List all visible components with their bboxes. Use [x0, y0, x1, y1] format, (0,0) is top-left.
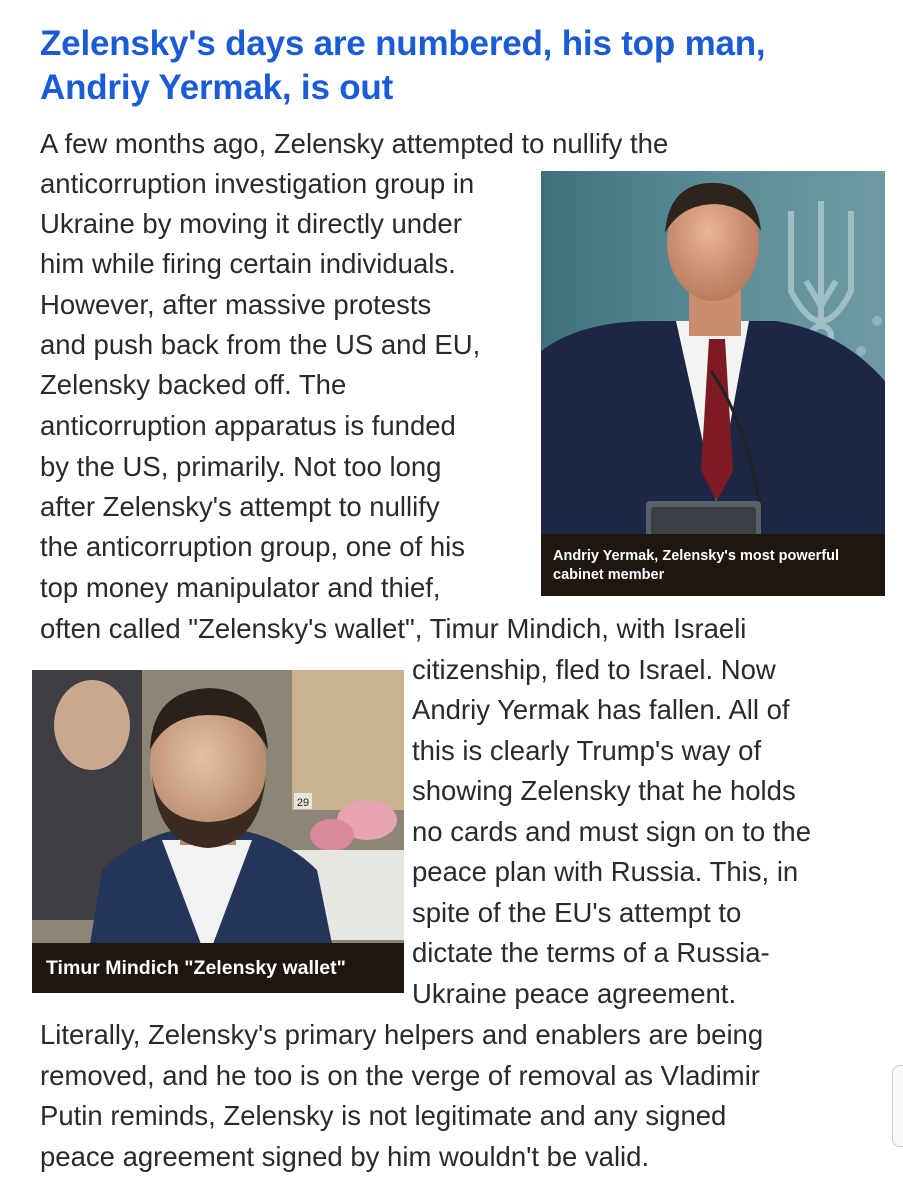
body-line: Putin reminds, Zelensky is not legitimate and any signed [40, 1100, 727, 1131]
body-line: after Zelensky's attempt to nullify [40, 491, 440, 522]
body-line: him while firing certain individuals. [40, 248, 456, 279]
body-line: removed, and he too is on the verge of removal as Vladimir [40, 1060, 760, 1091]
body-line: Zelensky backed off. The [40, 369, 347, 400]
mindich-photo [32, 670, 404, 993]
body-line: top money manipulator and thief, [40, 572, 441, 603]
yermak-portrait-image [541, 171, 885, 596]
scrollbar-thumb[interactable] [892, 1065, 903, 1147]
body-line: Andriy Yermak has fallen. All of [412, 694, 790, 725]
yermak-photo [541, 171, 885, 596]
body-line: by the US, primarily. Not too long [40, 451, 442, 482]
mindich-caption: Timur Mindich "Zelensky wallet" [32, 943, 404, 993]
body-line: anticorruption apparatus is funded [40, 410, 456, 441]
body-line: A few months ago, Zelensky attempted to nullify the [40, 128, 669, 159]
body-line: showing Zelensky that he holds [412, 775, 796, 806]
body-line: dictate the terms of a Russia- [412, 937, 770, 968]
body-line: the anticorruption group, one of his [40, 531, 466, 562]
body-line: However, after massive protests [40, 289, 432, 320]
body-line: Ukraine peace agreement. [412, 978, 737, 1009]
article-title: Zelensky's days are numbered, his top man, Andriy Yermak, is out [40, 24, 766, 107]
body-line: Literally, Zelensky's primary helpers and enablers are being [40, 1019, 764, 1050]
table-number: 29 [296, 797, 310, 809]
body-line: spite of the EU's attempt to [412, 897, 742, 928]
body-line: and push back from the US and EU, [40, 329, 481, 360]
body-line: Ukraine by moving it directly under [40, 208, 462, 239]
body-line: anticorruption investigation group in [40, 168, 475, 199]
body-line: no cards and must sign on to the [412, 816, 811, 847]
yermak-caption: Andriy Yermak, Zelensky's most powerful cabinet member [541, 534, 885, 596]
body-line: peace plan with Russia. This, in [412, 856, 799, 887]
body-line: citizenship, fled to Israel. Now [412, 654, 776, 685]
body-line: this is clearly Trump's way of [412, 735, 762, 766]
body-line: peace agreement signed by him wouldn't be valid. [40, 1141, 650, 1172]
body-line: often called "Zelensky's wallet", Timur Mindich, with Israeli [40, 613, 747, 644]
